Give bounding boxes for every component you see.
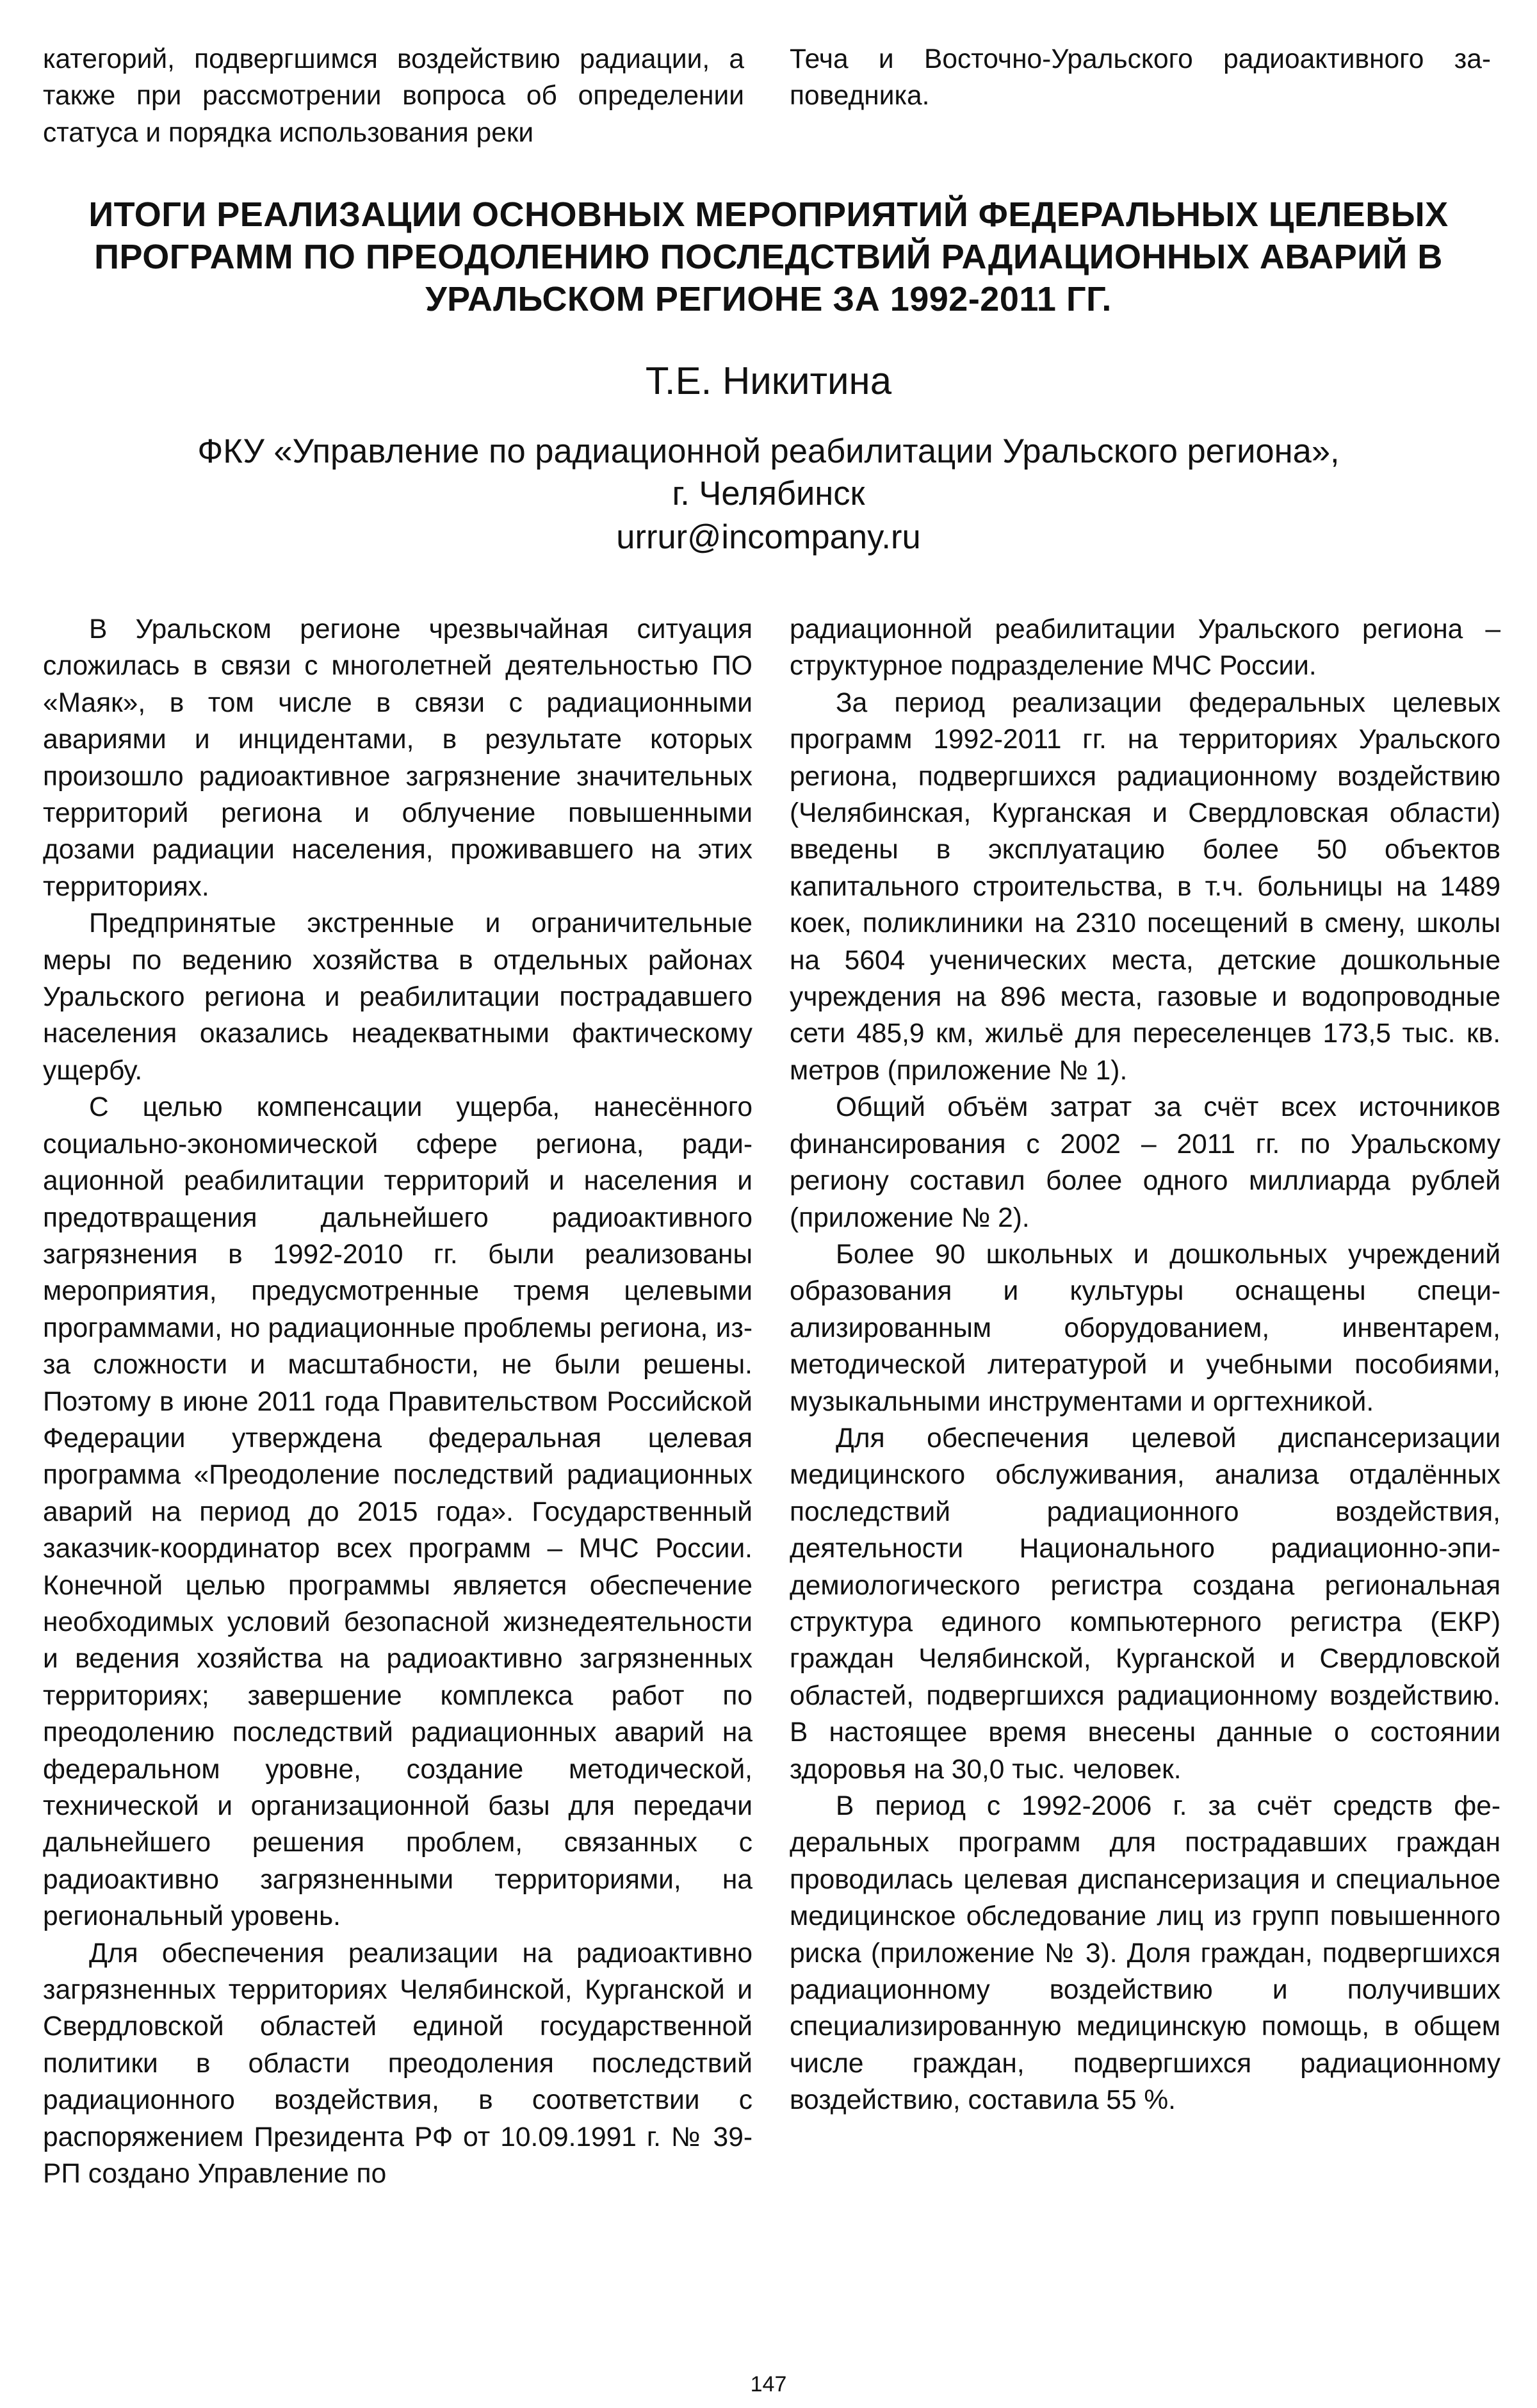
top-right-paragraph: Теча и Восточно-Уральского радиоактивного заповедника. xyxy=(790,44,1491,111)
body-paragraph-p1: В Уральском регионе чрезвычайная ситуация сложилась в связи с многолетней деятельностью ПО «Маяк», в том числе в связи с радиационными авариями и инцидентами, в результате которых произошло радиоактивное загрязнение значительных территорий региона и облучение повышенными дозами радиации населения, проживавшего на этих территориях. xyxy=(43,614,752,902)
article-title: ИТОГИ РЕАЛИЗАЦИИ ОСНОВНЫХ МЕРОПРИЯТИЙ ФЕДЕРАЛЬНЫХ ЦЕЛЕВЫХ ПРОГРАММ ПО ПРЕОДОЛЕНИЮ ПОСЛЕДСТВИЙ РАДИАЦИОННЫХ АВАРИЙ В УРАЛЬСКОМ РЕГИОНЕ ЗА 1992-2011 ГГ. xyxy=(88,195,1449,318)
author-email[interactable]: urrur@incompany.ru xyxy=(616,518,921,556)
body-paragraph-r3: Более 90 школьных и дошкольных учреждений образования и культуры оснащены специализированным оборудованием, инвентарем, методической литературой и учебными пособиями, музыкальными инструментами и оргтехникой. xyxy=(790,1239,1500,1417)
top-left-continuation xyxy=(43,41,744,151)
right-column xyxy=(790,611,1500,2119)
body-paragraph-r2: Общий объём затрат за счёт всех источников финансирования с 2002 – 2011 гг. по Уральскому региону составил более одного миллиарда рублей (приложение № 2). xyxy=(790,1092,1500,1233)
body-paragraph-r4: Для обеспечения целевой диспансеризации медицинского обслуживания, анализа отдалённых последствий радиационного воздействия, деятельности Национального радиационно-эпидемиологического регистра создана региональная структура единого компьютерного регистра (ЕКР) граждан Челябинской, Курганской и Свердловской областей, подвергшихся радиационному воздействию. В настоящее время внесены данные о состоянии здоровья на 30,0 тыс. человек. xyxy=(790,1423,1500,1785)
body-paragraph-r5: В период с 1992-2006 г. за счёт средств федеральных программ для пострадавших граждан проводилась целевая диспансеризация и специальное медицинское обследование лиц из групп повышенного риска (приложение № 3). Доля граждан, подвергшихся радиационному воздействию и получивших специализированную медицинскую помощь, в общем числе граждан, подвергшихся радиационному воздействию, составила 55 %. xyxy=(790,1791,1500,2116)
body-paragraph-r0: радиационной реабилитации Уральского региона – структурное подразделение МЧС России. xyxy=(790,614,1500,682)
body-paragraph-p3: С целью компенсации ущерба, нанесённого социально-экономической сфере региона, радиационной реабилитации территорий и населения и предотвращения дальнейшего радиоактивного загрязнения в 1992-2010 гг. были реализованы мероприятия, предусмотренные тремя целевыми программами, но радиационные проблемы региона, из-за сложности и масштабности, не были решены. Поэтому в июне 2011 года Правительством Российской Федерации утверждена федеральная целевая программа «Преодоление последствий радиационных аварий на период до 2015 года». Государственный заказчик-координатор всех программ – МЧС России. Конечной целью программы является обеспечение необходимых условий безопасной жизнедеятельности и ведения хозяйства на радиоактивно загрязненных территориях; завершение комплекса работ по преодолению последствий радиационных аварий на федеральном уровне, создание методической, технической и организационной базы для передачи дальнейшего решения проблем, связанных с радиоактивно загрязненными территориями, на региональный уровень. xyxy=(43,1092,752,1932)
left-column xyxy=(43,611,752,2192)
body-paragraph-r1: За период реализации федеральных целевых программ 1992-2011 гг. на территориях Уральского региона, подвергшихся радиационному воздействию (Челябинская, Курганская и Свердловская области) введены в эксплуатацию более 50 объектов капитального строительства, в т.ч. больницы на 1489 коек, поликлиники на 2310 посещений в смену, школы на 5604 ученических места, детские дошкольные учреждения на 896 места, газовые и водопроводные сети 485,9 км, жильё для переселенцев 173,5 тыс. кв. метров (приложение № 1). xyxy=(790,687,1500,1086)
top-left-paragraph: категорий, подвергшимся воздействию радиации, а также при рассмотрении вопроса об определении статуса и порядка использования реки xyxy=(43,44,744,148)
body-paragraph-p2: Предпринятые экстренные и ограничительные меры по ведению хозяйства в отдельных районах Уральского региона и реабилитации пострадавшего населения оказались неадекватными фактическому ущербу. xyxy=(43,908,752,1086)
body-paragraph-p4: Для обеспечения реализации на радиоактивно загрязненных территориях Челябинской, Курганской и Свердловской областей единой государственной политики в области преодоления последствий радиационного воздействия, в соответствии с распоряжением Президента РФ от 10.09.1991 г. № 39-РП создано Управление по xyxy=(43,1938,752,2190)
author-affiliation: ФКУ «Управление по радиационной реабилитации Уральского региона», xyxy=(197,432,1340,470)
author-city: г. Челябинск xyxy=(672,475,865,512)
author-name: Т.Е. Никитина xyxy=(645,359,892,402)
page-number: 147 xyxy=(750,2372,787,2396)
top-right-continuation xyxy=(790,41,1491,115)
